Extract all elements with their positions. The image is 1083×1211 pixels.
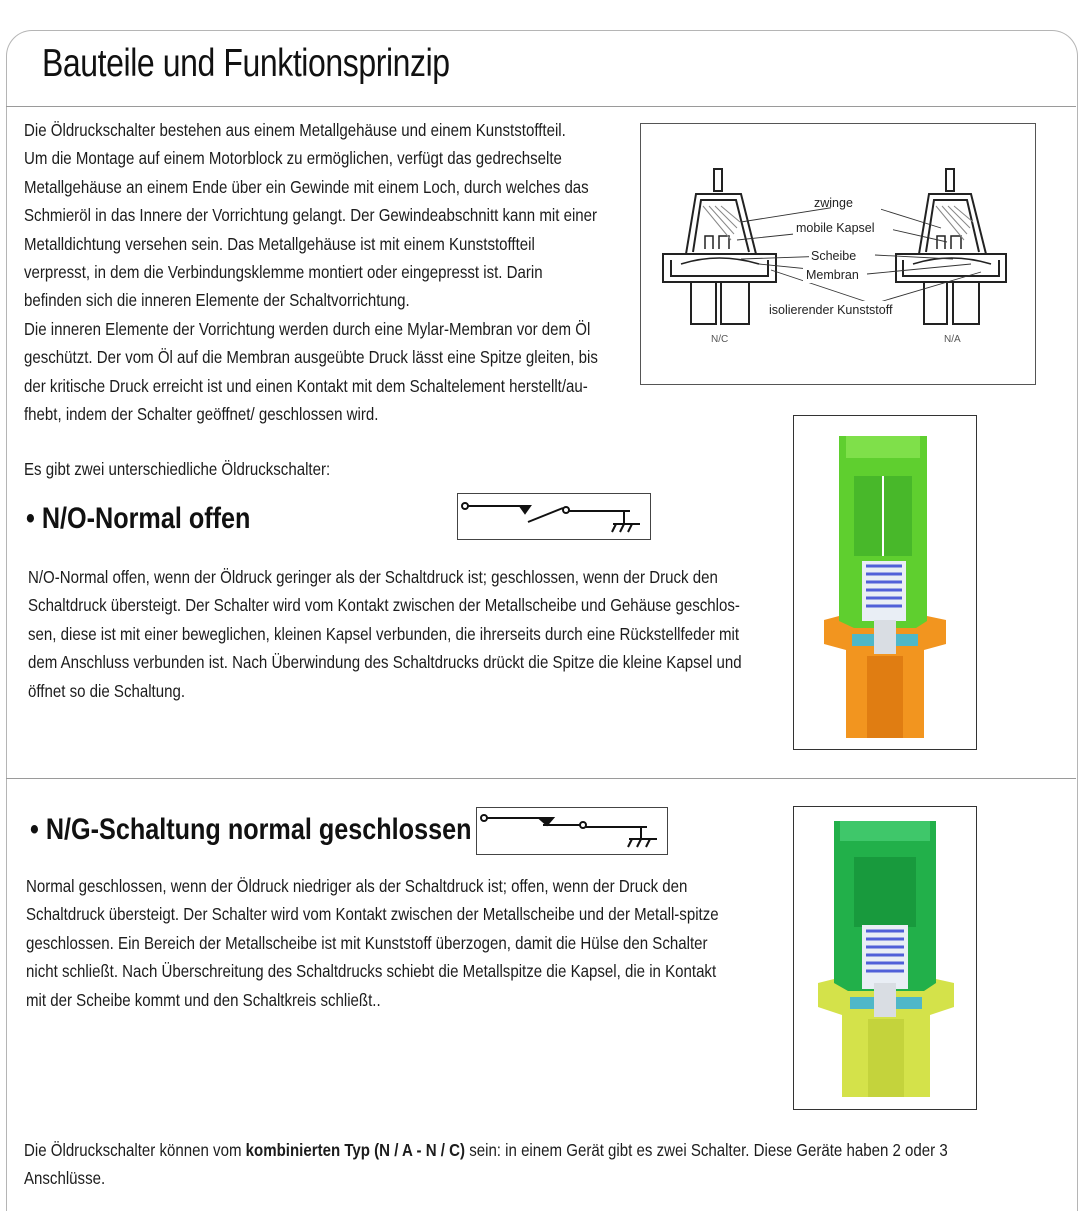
label-isolierender-kunststoff: isolierender Kunststoff xyxy=(769,303,893,317)
label-membran: Membran xyxy=(806,268,859,282)
tag-left-switch: N/C xyxy=(711,334,729,345)
switch-symbol-closed xyxy=(476,807,668,855)
normal-geschlossen-switch-illustration xyxy=(793,806,977,1110)
intro-line: der kritische Druck erreicht ist und einen Kontakt mit dem Schaltelement herstellt/au- xyxy=(24,375,588,396)
combined-type-bold: kombinierten Typ (N / A - N / C) xyxy=(245,1140,466,1160)
label-mobile-kapsel: mobile Kapsel xyxy=(796,221,875,235)
combined-type-paragraph xyxy=(24,1136,1083,1192)
switch-symbol-open xyxy=(457,493,651,540)
normal-offen-switch-illustration xyxy=(793,415,977,750)
title-divider xyxy=(6,106,1076,107)
page-title: Bauteile und Funktionsprinzip xyxy=(42,42,450,85)
intro-line: Um die Montage auf einem Motorblock zu ermöglichen, verfügt das gedrechselte xyxy=(24,148,562,169)
normal-geschlossen-paragraph: Normal geschlossen, wenn der Öldruck niedriger als der Schaltdruck ist; offen, wenn der Druck den Schaltdruck übersteigt. Der Schalter wird vom Kontakt zwischen der Metallscheibe und der Metall-spitze geschlossen. Ein Bereich der Metallscheibe ist mit Kunststoff überzogen, damit die Hülse den Schalter nicht schließt. Nach Überschreitung des Schaltdrucks schiebt die Metallspitze die Kapsel, die in Kontakt mit der Scheibe kommt und den Schaltkreis schließt.. xyxy=(26,876,719,1010)
tag-right-switch: N/A xyxy=(944,334,961,345)
intro-paragraph xyxy=(24,116,691,428)
intro-line: Metalldichtung versehen sein. Das Metallgehäuse ist mit einem Kunststoffteil xyxy=(24,233,535,254)
switch-cross-section-diagram xyxy=(640,123,1036,385)
heading-normal-offen: • N/O-Normal offen xyxy=(26,502,251,535)
intro-line: Die Öldruckschalter bestehen aus einem Metallgehäuse und einem Kunststoffteil. xyxy=(24,120,566,140)
normal-offen-paragraph: N/O-Normal offen, wenn der Öldruck geringer als der Schaltdruck ist; geschlossen, wenn der Druck den Schaltdruck übersteigt. Der Schalter wird vom Kontakt zwischen der Metallscheibe und Gehäuse geschlos- sen, diese ist mit einer beweglichen, kleinen Kapsel verbunden, die ihrerseits durch eine Rückstellfeder mit dem Anschluss verbunden ist. Nach Überwindung des Schaltdrucks drückt die Spitze die kleine Kapsel und öffnet so die Schaltung. xyxy=(28,567,742,701)
intro-line: befinden sich die inneren Elemente der Schaltvorrichtung. xyxy=(24,290,410,311)
intro-line: Metallgehäuse an einem Ende über ein Gewinde mit einem Loch, durch welches das xyxy=(24,176,589,197)
intro-line: geschützt. Der vom Öl auf die Membran ausgeübte Druck lässt eine Spitze gleiten, bis xyxy=(24,347,598,368)
label-zwinge: zwinge xyxy=(814,196,853,210)
intro-line: Die inneren Elemente der Vorrichtung werden durch eine Mylar-Membran vor dem Öl xyxy=(24,318,591,339)
section-divider xyxy=(6,778,1076,779)
combined-type-line: Anschlüsse. xyxy=(24,1168,106,1188)
label-scheibe: Scheibe xyxy=(811,249,857,263)
intro-line: Schmieröl in das Innere der Vorrichtung gelangt. Der Gewindeabschnitt kann mit einer xyxy=(24,205,598,226)
types-intro: Es gibt zwei unterschiedliche Öldruckschalter: xyxy=(24,459,331,479)
intro-line: verpresst, in dem die Verbindungsklemme montiert oder eingepresst ist. Darin xyxy=(24,262,543,283)
intro-line: fhebt, indem der Schalter geöffnet/ geschlossen wird. xyxy=(24,404,379,425)
heading-normal-geschlossen: • N/G-Schaltung normal geschlossen xyxy=(30,813,472,846)
combined-type-line: Die Öldruckschalter können vom kombinierten Typ (N / A - N / C) sein: in einem Gerät gibt es zwei Schalter. Diese Geräte haben 2 oder 3 xyxy=(24,1140,948,1160)
